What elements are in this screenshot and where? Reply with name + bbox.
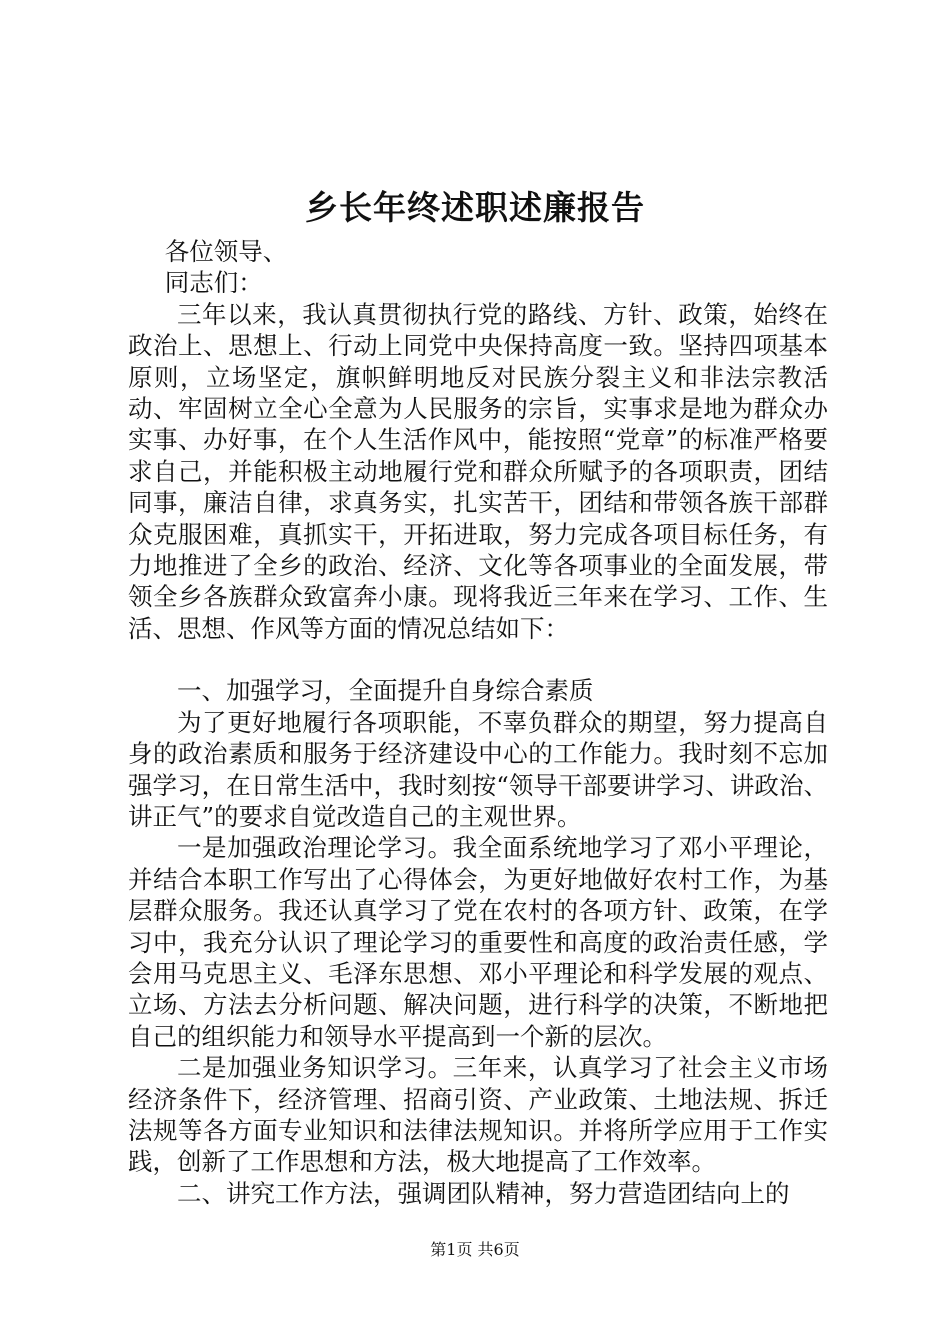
- section-heading-1: 一、加强学习，全面提升自身综合素质: [177, 676, 594, 706]
- intro-paragraph: 三年以来，我认真贯彻执行党的路线、方针、政策，始终在政治上、思想上、行动上同党中央保持高度一致。坚持四项基本原则，立场坚定，旗帜鲜明地反对民族分裂主义和非法宗教活动、牢固树立全心全意为人民服务的宗旨，实事求是地为群众办实事、办好事，在个人生活作风中，能按照“党章”的标准严格要求自己，并能积极主动地履行党和群众所赋予的各项职责，团结同事，廉洁自律，求真务实，扎实苦干，团结和带领各族干部群众克服困难，真抓实干，开拓进取，努力完成各项目标任务，有力地推进了全乡的政治、经济、文化等各项事业的全面发展，带领全乡各族群众致富奔小康。现将我近三年来在学习、工作、生活、思想、作风等方面的情况总结如下：: [128, 299, 828, 643]
- salutation-line-2: 同志们：: [164, 268, 263, 298]
- section-1-paragraph: 为了更好地履行各项职能，不辜负群众的期望，努力提高自身的政治素质和服务于经济建设中心的工作能力。我时刻不忘加强学习，在日常生活中，我时刻按“领导干部要讲学习、讲政治、讲正气”的要求自觉改造自己的主观世界。: [128, 707, 828, 831]
- business-study-paragraph: 二是加强业务知识学习。三年来，认真学习了社会主义市场经济条件下，经济管理、招商引资、产业政策、土地法规、拆迁法规等各方面专业知识和法律法规知识。并将所学应用于工作实践，创新了工作思想和方法，极大地提高了工作效率。: [128, 1053, 828, 1177]
- salutation-line-1: 各位领导、: [164, 237, 288, 266]
- document-body: [128, 236, 828, 1209]
- document-title: 乡长年终述职述廉报告: [305, 188, 645, 227]
- page-number-footer: 第1页 共6页: [430, 1240, 520, 1259]
- section-heading-2: 二、讲究工作方法，强调团队精神，努力营造团结向上的: [177, 1178, 790, 1208]
- political-study-paragraph: 一是加强政治理论学习。我全面系统地学习了邓小平理论，并结合本职工作写出了心得体会，为更好地做好农村工作，为基层群众服务。我还认真学习了党在农村的各项方针、政策，在学习中，我充分认识了理论学习的重要性和高度的政治责任感，学会用马克思主义、毛泽东思想、邓小平理论和科学发展的观点、立场、方法去分析问题、解决问题，进行科学的决策，不断地把自己的组织能力和领导水平提高到一个新的层次。: [128, 833, 828, 1051]
